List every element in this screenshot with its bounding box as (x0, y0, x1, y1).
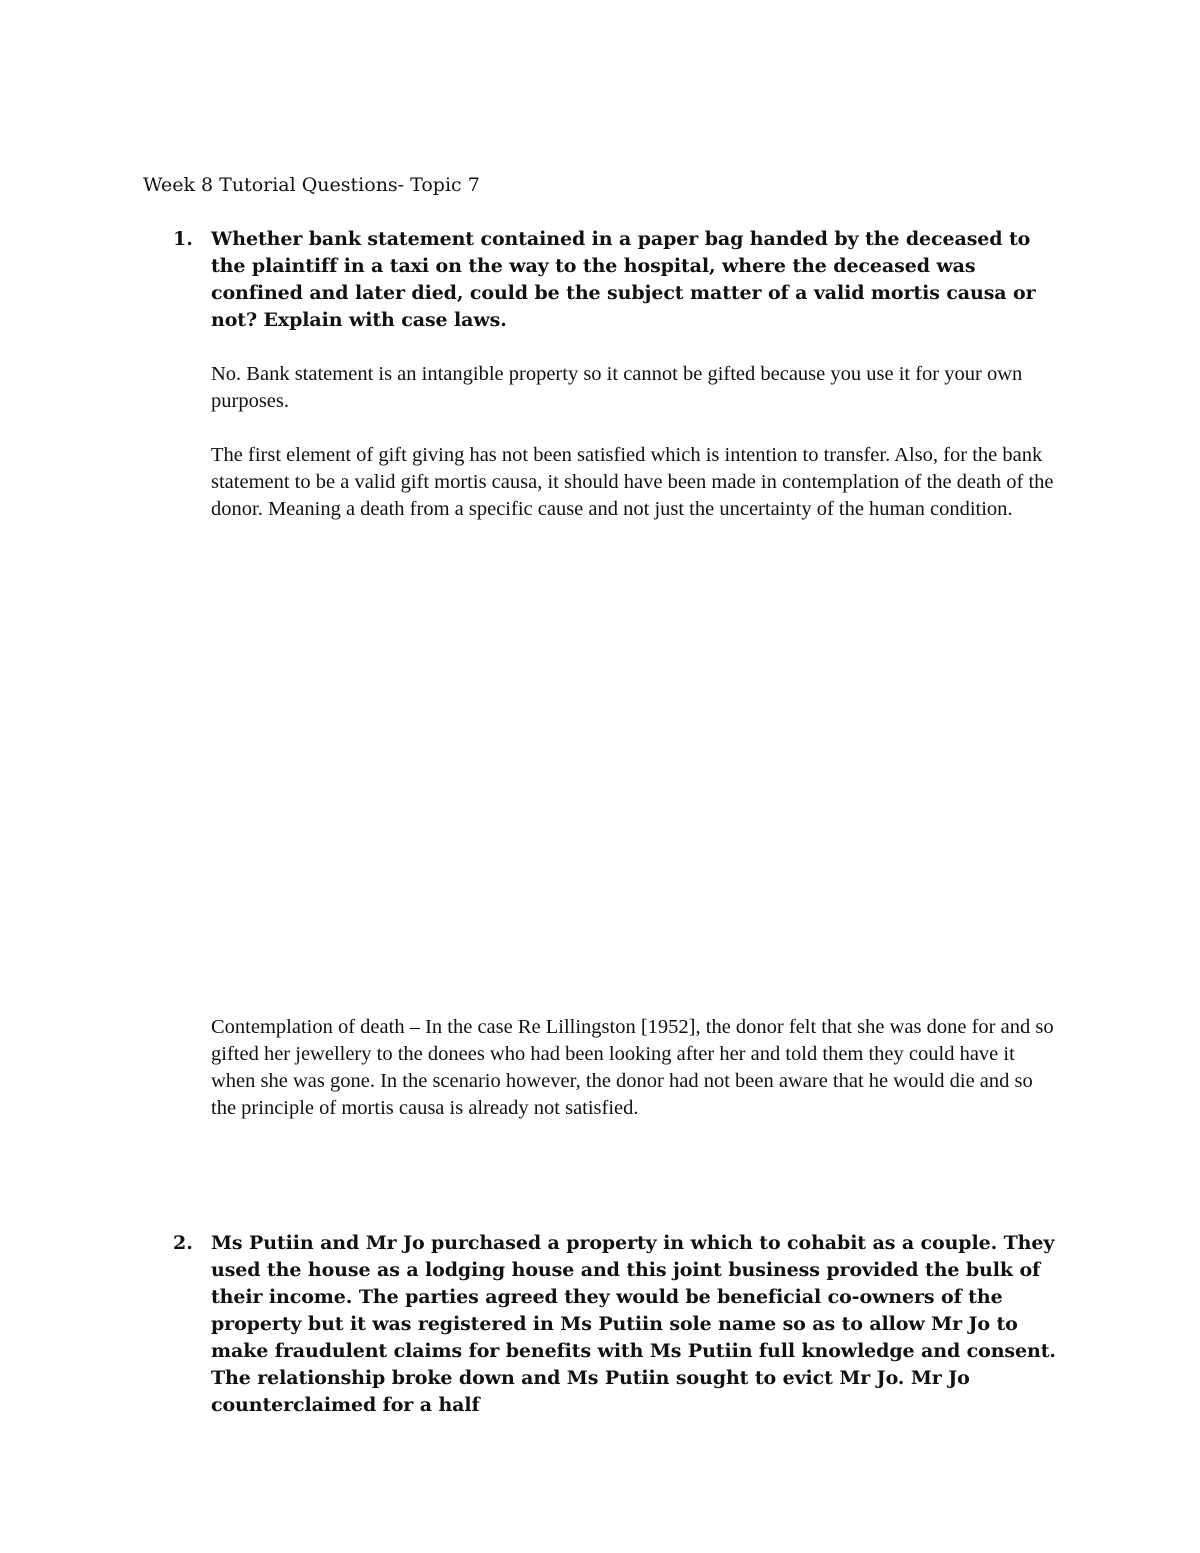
question-1-answer-paragraph-2: The first element of gift giving has not been satisfied which is intention to transfer. Also, for the bank statement to be a valid gift mortis causa, it should have been made in contemplation of the death of the donor. Meaning a death from a specific cause and not just the uncertainty of the human condition. (211, 444, 1054, 520)
question-1-answer-paragraph-3: Contemplation of death – In the case Re Lillingston [1952], the donor felt that she was done for and so gifted her jewellery to the donees who had been looking after her and told them they could have it when she was gone. In the scenario however, the donor had not been aware that he would die and so the principle of mortis causa is already not satisfied. (211, 1016, 1054, 1119)
question-2-number: 2. (173, 1232, 193, 1254)
question-2-text: Ms Putiin and Mr Jo purchased a property in which to cohabit as a couple. They used the house as a lodging house and this joint business provided the bulk of their income. The parties agreed they would be beneficial co-owners of the property but it was registered in Ms Putiin sole name so as to allow Mr Jo to make fraudulent claims for benefits with Ms Putiin full knowledge and consent. The relationship broke down and Ms Putiin sought to evict Mr Jo. Mr Jo counterclaimed for a half (211, 1232, 1056, 1416)
question-1-answer-paragraph-1: No. Bank statement is an intangible property so it cannot be gifted because you use it for your own purposes. (211, 363, 1023, 412)
question-1-text: Whether bank statement contained in a paper bag handed by the deceased to the plaintiff in a taxi on the way to the hospital, where the deceased was confined and later died, could be the subject matter of a valid mortis causa or not? Explain with case laws. (211, 228, 1036, 331)
question-1-number: 1. (173, 228, 193, 250)
document-title: Week 8 Tutorial Questions- Topic 7 (143, 174, 480, 196)
